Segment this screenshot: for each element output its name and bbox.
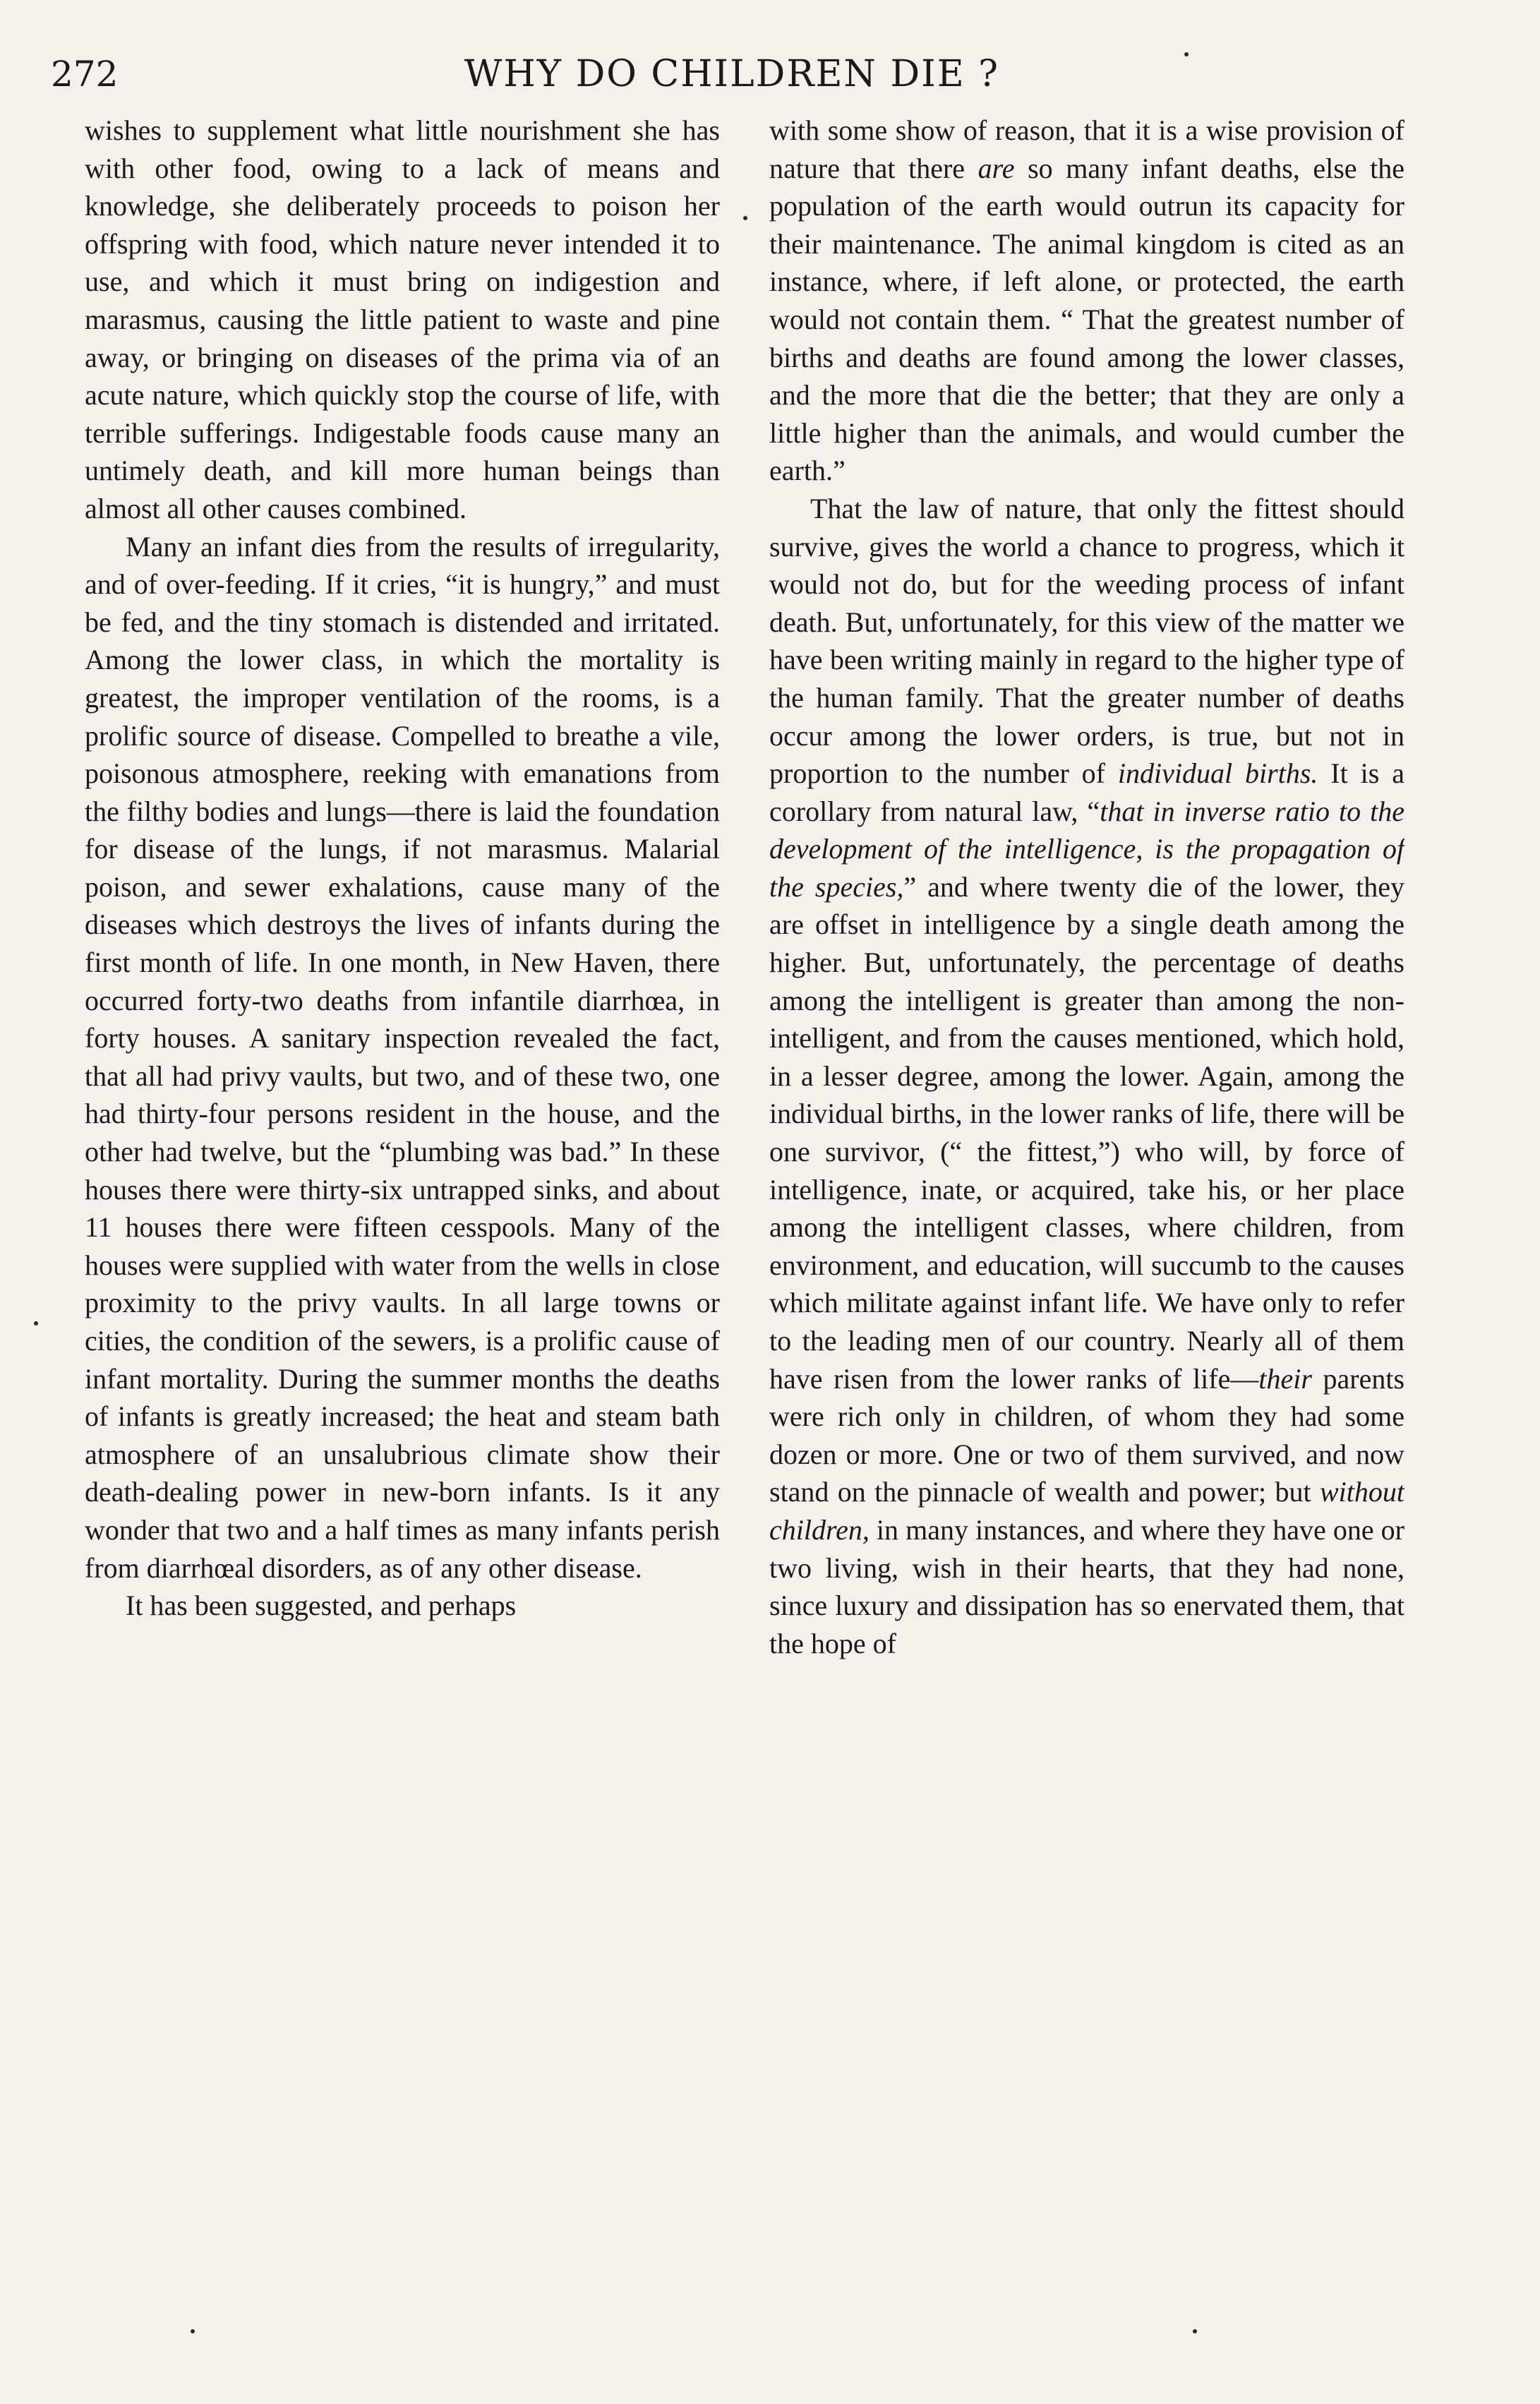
page-header: [51, 42, 1413, 106]
left-column: [85, 112, 720, 2349]
print-speck: [191, 2329, 195, 2333]
paragraph: [769, 490, 1404, 1662]
paragraph: wishes to supplement what little nourishment she has with other food, owing to a lack of means and knowledge, she deliberately proceeds to poison her offspring with food, which nature never intended it to use, and which it must bring on indigestion and marasmus, causing the little patient to waste and pine away, or bringing on diseases of the prima via of an acute nature, which quickly stop the course of life, with terrible sufferings. Indigestable foods cause many an untimely death, and kill more human beings than almost all other causes combined.: [85, 114, 720, 524]
running-head: WHY DO CHILDREN DIE ?: [464, 53, 1000, 95]
paragraph: [769, 112, 1404, 490]
text-run: in many instances, and where they have one or two living, wish in their hearts, that they had none, since luxury and dissipation has so enervated them, that the hope of: [769, 1513, 1404, 1659]
text-run: parents were rich only in children, of whom they had some dozen or more. One or two of them survived, and now stand on the pinnacle of wealth and power; but: [769, 1362, 1404, 1508]
print-speck: [1193, 2329, 1197, 2333]
text-run: so many infant deaths, else the population of the earth would outrun its capacity for their maintenance. The animal kingdom is cited as an instance, where, if left alone, or protected, the earth would not contain them. “ That the greatest number of births and deaths are found among the lower classes, and the more that die the better; that they are only a little higher than the animals, and would cumber the earth.”: [769, 152, 1404, 487]
paragraph: Many an infant dies from the results of irregularity, and of over-feeding. If it cries, “it is hungry,” and must be fed, and the tiny stomach is distended and irritated. Among the lower class, in which the mortality is greatest, the improper ventilation of the rooms, is a prolific source of disease. Compelled to breathe a vile, poisonous atmosphere, reeking with emanations from the filthy bodies and lungs—there is laid the foundation for disease of the lungs, if not marasmus. Malarial poison, and sewer exhalations, cause many of the diseases which destroys the lives of infants during the first month of life. In one month, in New Haven, there occurred forty-two deaths from infantile diarrhœa, in forty houses. A sanitary inspection revealed the fact, that all had privy vaults, but two, and of these two, one had thirty-four persons resident in the house, and the other had twelve, but the “plumbing was bad.” In these houses there were thirty-six untrapped sinks, and about 11 houses there were fifteen cesspools. Many of the houses were supplied with water from the wells in close proximity to the privy vaults. In all large towns or cities, the condition of the sewers, is a prolific cause of infant mortality. During the summer months the deaths of infants is greatly increased; the heat and steam bath atmosphere of an unsalubrious climate show their death-dealing power in new-born infants. Is it any wonder that two and a half times as many infants perish from diarrhœal disorders, as of any other disease.: [85, 530, 720, 1584]
italic-run: without children,: [769, 1476, 1404, 1546]
italic-run: their: [1258, 1362, 1312, 1395]
italic-run: are: [977, 152, 1015, 184]
text-columns: [85, 112, 1404, 2349]
print-speck: [34, 1321, 38, 1326]
page-number: 272: [51, 54, 119, 95]
italic-run: individual births.: [1117, 757, 1318, 790]
text-run: ” and where twenty die of the lower, they are offset in intelligence by a single death among the higher. But, unfortunately, the percentage of deaths among the intelligent is greater than among the non-intelligent, and from the causes mentioned, which hold, in a lesser degree, among the lower. Again, among the individual births, in the lower ranks of life, there will be one survivor, (“ the fittest,”) who will, by force of intelligence, inate, or acquired, take his, or her place among the intelligent classes, where children, from environment, and education, will succumb to the causes which militate against infant life. We have only to refer to the leading men of our country. Nearly all of them have risen from the lower ranks of life—: [769, 870, 1404, 1395]
text-run: It is a corollary from natural law, “: [769, 757, 1404, 827]
paragraph: It has been suggested, and perhaps: [126, 1589, 517, 1622]
print-speck: [743, 216, 747, 220]
text-run: with some show of reason, that it is a wise provision of nature that there: [769, 114, 1404, 184]
print-speck: [1184, 52, 1189, 56]
text-run: That the law of nature, that only the fittest should survive, gives the world a chance to progress, which it would not do, but for the weeding process of infant death. But, unfortunately, for this view of the matter we have been writing mainly in regard to the higher type of the human family. That the greater number of deaths occur among the lower orders, is true, but not in proportion to the number of: [769, 492, 1404, 790]
italic-quote: that in inverse ratio to the development of the intelligence, is the propagation of the species,: [769, 795, 1404, 903]
right-column: [769, 112, 1404, 2349]
